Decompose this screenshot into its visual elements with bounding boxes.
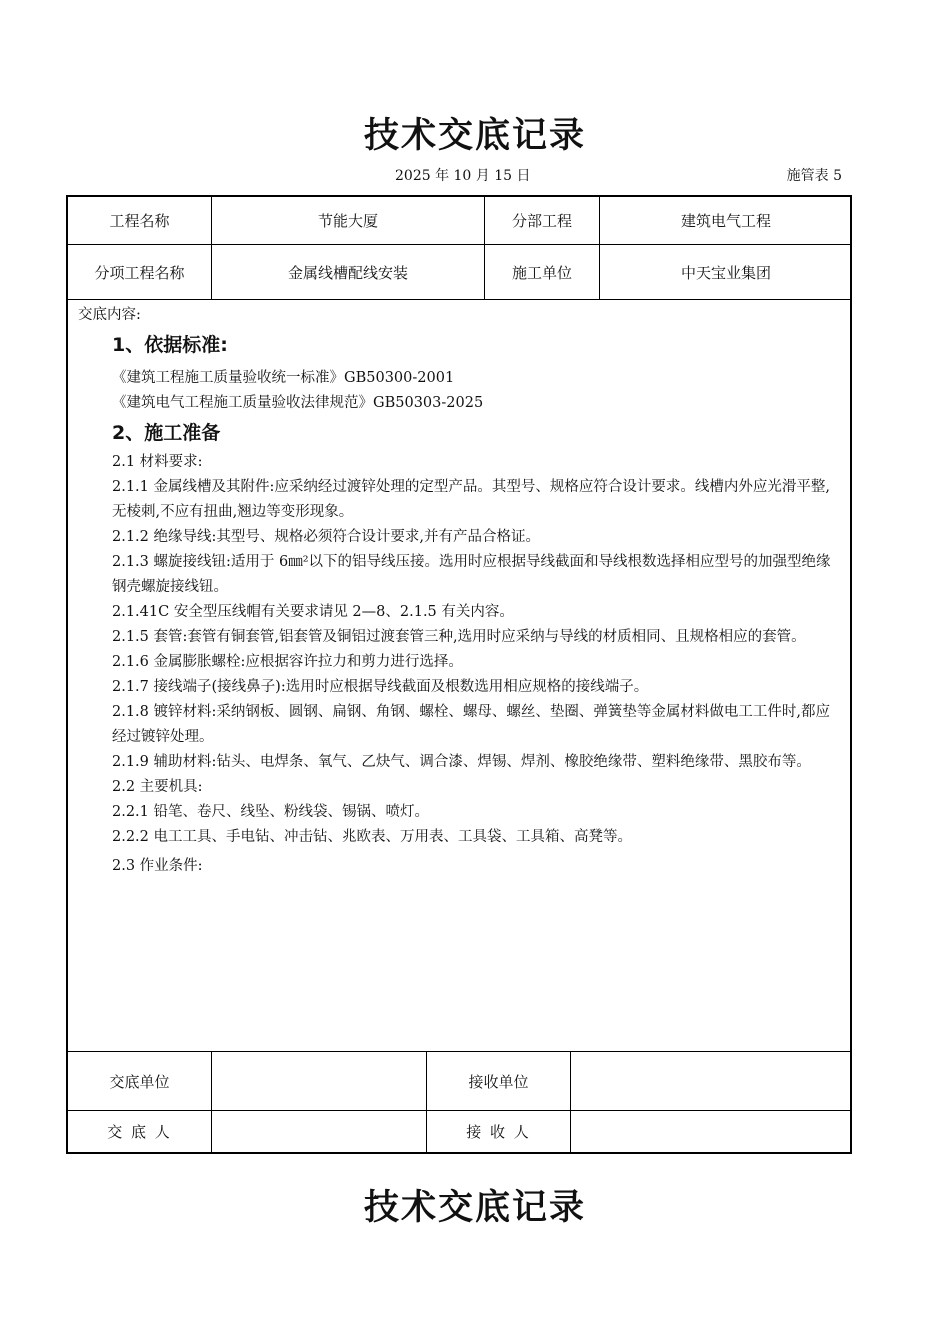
receiver-field[interactable] (571, 1111, 852, 1152)
paragraph: 2.2.1 铅笔、卷尺、线坠、粉线袋、锡锅、喷灯。 (112, 804, 430, 820)
paragraph: 2.2.2 电工工具、手电钻、冲击钻、兆欧表、万用表、工具袋、工具箱、高凳等。 (112, 829, 633, 845)
project-name-label: 工程名称 (109, 212, 170, 230)
division-value: 建筑电气工程 (680, 212, 771, 230)
standard-item: 《建筑工程施工质量验收统一标准》GB50300-2001 (112, 370, 455, 386)
paragraph: 2.1.2 绝缘导线:其型号、规格必须符合设计要求,并有产品合格证。 (112, 529, 540, 545)
paragraph: 2.1 材料要求: (112, 454, 203, 470)
subitem-value: 金属线槽配线安装 (287, 263, 408, 282)
paragraph: 2.1.9 辅助材料:钻头、电焊条、氧气、乙炔气、调合漆、焊锡、焊剂、橡胶绝缘带、塑料绝缘带、黑胶布等。 (112, 754, 811, 770)
paragraph: 2.3 作业条件: (112, 858, 203, 874)
subitem-label: 分项工程名称 (94, 263, 185, 282)
section-heading: 1、依据标准: (112, 334, 228, 356)
form-number: 施管表 5 (786, 168, 842, 184)
issuer-unit-field[interactable] (212, 1052, 426, 1110)
receiver-unit-label: 接收单位 (468, 1072, 529, 1091)
date: 2025 年 10 月 15 日 (395, 168, 531, 184)
paragraph: 2.1.6 金属膨胀螺栓:应根据容许拉力和剪力进行选择。 (112, 654, 463, 670)
divider (68, 299, 850, 300)
receiver-unit-field[interactable] (571, 1052, 852, 1110)
paragraph: 2.1.5 套管:套管有铜套管,铝套管及铜铝过渡套管三种,选用时应采纳与导线的材质相同、且规格相应的套管。 (112, 629, 806, 645)
division-label: 分部工程 (511, 212, 572, 230)
content-label: 交底内容: (78, 307, 141, 323)
project-name-value: 节能大厦 (317, 212, 378, 230)
standard-item: 《建筑电气工程施工质量验收法律规范》GB50303-2025 (112, 395, 484, 411)
contractor-value: 中天宝业集团 (680, 263, 771, 282)
issuer-label: 交 底 人 (107, 1123, 172, 1141)
page-title-repeat: 技术交底记录 (363, 1188, 586, 1228)
contractor-label: 施工单位 (511, 263, 572, 282)
paragraph: 2.1.7 接线端子(接线鼻子):选用时应根据导线截面及根数选用相应规格的接线端子。 (112, 679, 649, 695)
paragraph: 2.2 主要机具: (112, 779, 203, 795)
paragraph: 2.1.1 金属线槽及其附件:应采纳经过渡锌处理的定型产品。其型号、规格应符合设计要求。线槽内外应光滑平整,无棱刺,不应有扭曲,翘边等变形现象。 (112, 479, 830, 520)
paragraph: 2.1.41C 安全型压线帽有关要求请见 2—8、2.1.5 有关内容。 (112, 604, 514, 620)
page-title: 技术交底记录 (363, 116, 586, 156)
issuer-unit-label: 交底单位 (109, 1072, 170, 1091)
paragraph: 2.1.8 镀锌材料:采纳钢板、圆钢、扁钢、角钢、螺栓、螺母、螺丝、垫圈、弹簧垫等金属材料做电工工件时,都应经过镀锌处理。 (112, 704, 830, 745)
section-heading: 2、施工准备 (112, 422, 221, 444)
paragraph: 2.1.3 螺旋接线钮:适用于 6㎜²以下的铝导线压接。选用时应根据导线截面和导线根数选择相应型号的加强型绝缘钢壳螺旋接线钮。 (112, 554, 831, 595)
content-body (78, 303, 840, 879)
issuer-field[interactable] (212, 1111, 426, 1152)
record-table (66, 195, 852, 1154)
receiver-label: 接 收 人 (466, 1123, 531, 1141)
